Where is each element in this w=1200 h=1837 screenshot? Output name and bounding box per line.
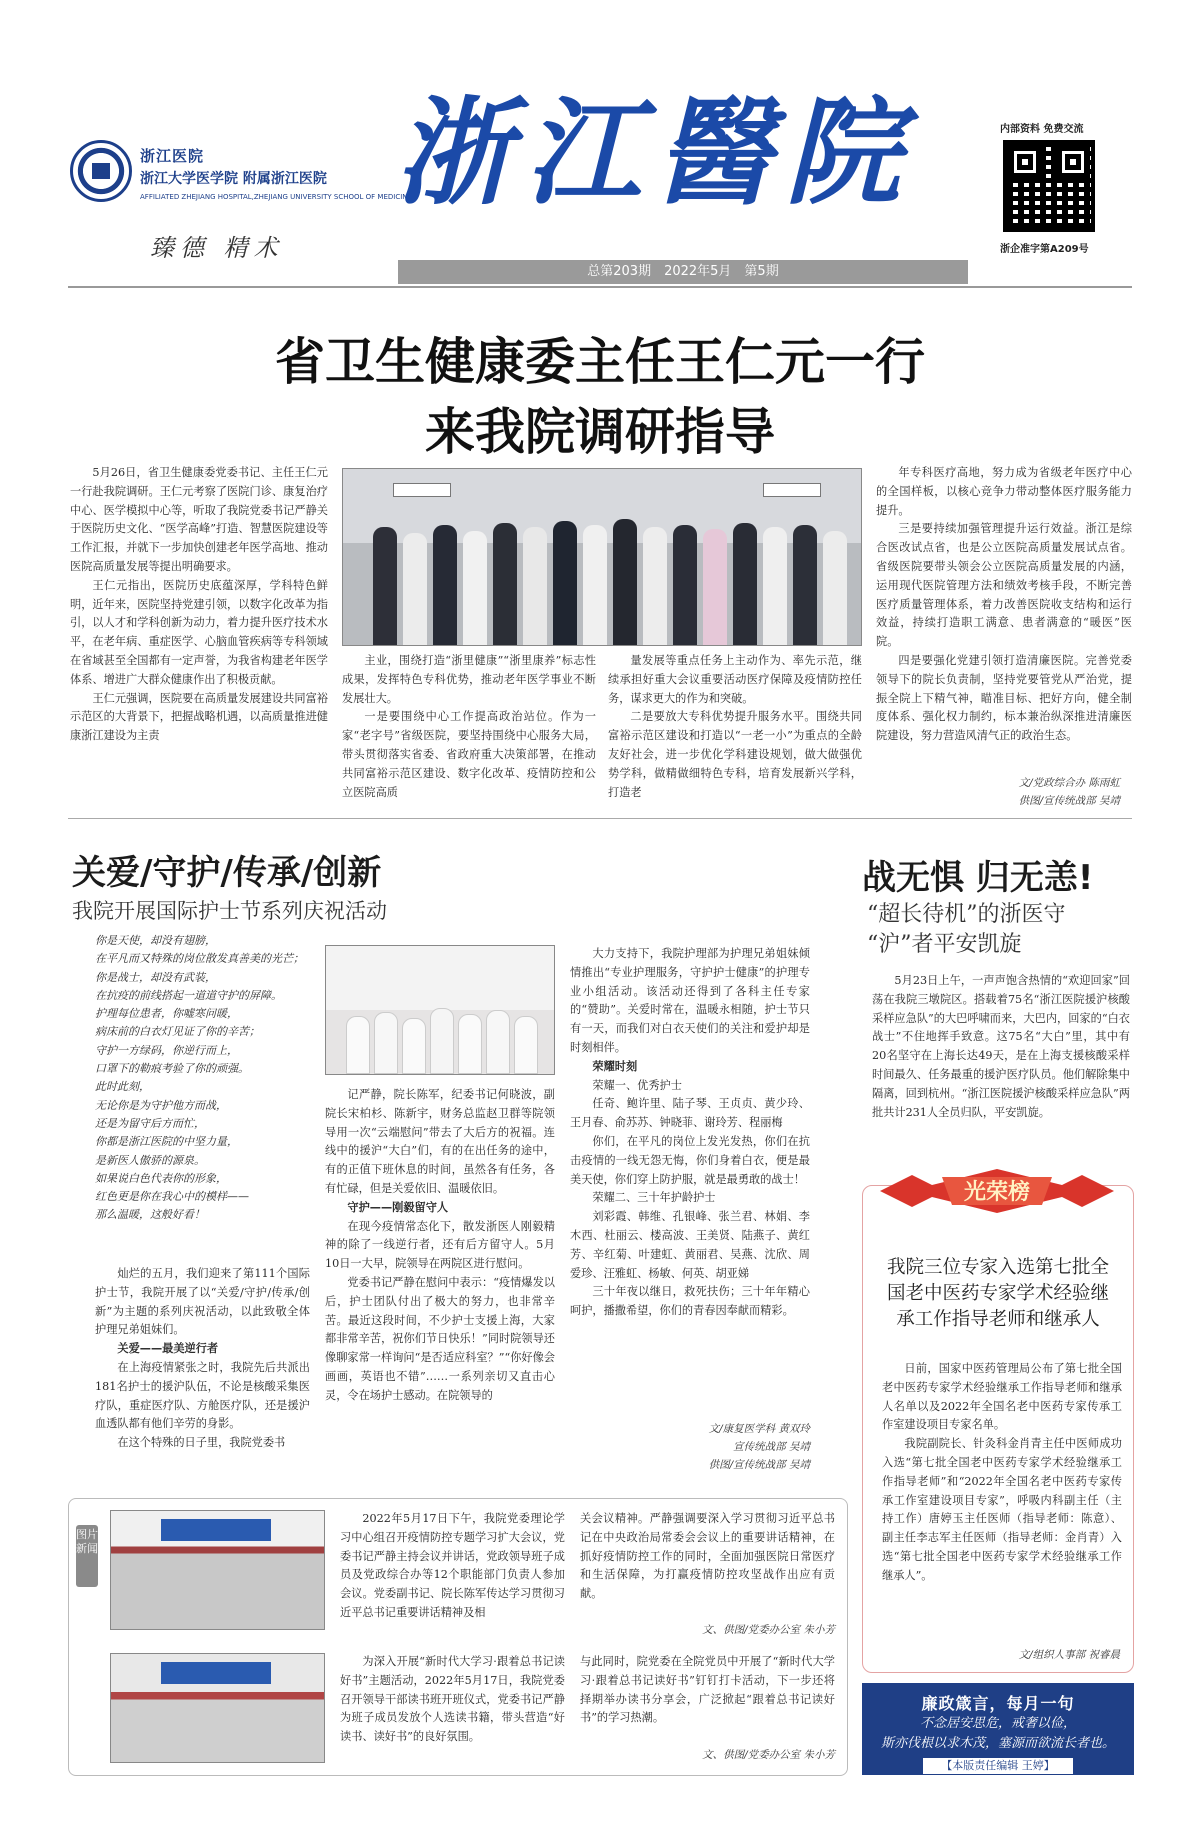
paragraph: 刘彩霞、韩维、孔银峰、张兰君、林娟、李木西、杜丽云、楼高波、王美贤、陆燕子、黄红芳、辛红菊、叶建虹、黄丽君、吴燕、沈欣、周爱珍、汪雅虹、杨敏、何英、胡亚娣: [570, 1210, 810, 1280]
photo-news-2-col1: [340, 1653, 565, 1763]
issue-bar: 总第203期 2022年5月 第5期: [398, 260, 968, 284]
photo-door-sign: [763, 483, 821, 497]
nurse-column-3: [570, 945, 810, 1415]
nurse-photo: [325, 945, 555, 1075]
paragraph: 量发展等重点任务上主动作为、率先示范，继续承担好重大会议重要活动医疗保障及疫情防控任务，谋求更大的作为和突破。: [608, 654, 862, 705]
paragraph: 记严静，院长陈军，纪委书记何晓波，副院长宋柏杉、陈新宇，财务总监赵卫群等院领导用一次“云端慰问”带去了大后方的祝福。连线中的援沪“大白”们，有的在出任务的途中，有的正值下班休息的时间，虽然各有任务，各有忙碌，但是关爱依旧、温暖依旧。: [325, 1088, 555, 1195]
photo-person: [673, 525, 697, 645]
masthead-divider: [68, 286, 1132, 288]
honor-banner-label: 光荣榜: [963, 1180, 1031, 1205]
photo-screen: [161, 1662, 271, 1684]
shanghai-subtitle-line2: “沪”者平安凯旋: [867, 932, 1022, 957]
poem-line: 是新医人傲骄的源泉。: [95, 1153, 205, 1167]
poem-line: 如果说白色代表你的形象，: [95, 1171, 227, 1185]
photo-person: [433, 525, 457, 645]
shanghai-subtitle-line1: “超长待机”的浙医守: [867, 902, 1066, 927]
poem-line: 在抗疫的前线搭起一道道守护的屏障。: [95, 988, 282, 1002]
hospital-motto: 臻德 精术: [150, 234, 284, 262]
paragraph: 年专科医疗高地，努力成为省级老年医疗中心的全国样板，以核心竞争力带动整体医疗服务能力提升。: [876, 466, 1132, 517]
photo-news-1-byline: 文、供图/党委办公室 朱小芳: [702, 1624, 835, 1636]
nurse-byline-text-2: 宣传统战部 吴靖: [733, 1441, 810, 1453]
nurse-section-subtitle: 我院开展国际护士节系列庆祝活动: [72, 899, 387, 923]
paragraph: 在上海疫情紧张之时，我院先后共派出181名护士的援沪队伍，不论是核酸采集医疗队，重症医疗队、方舱医疗队，还是援沪血透队都有他们辛劳的身影。: [95, 1360, 310, 1431]
nurse-column-1: [95, 1265, 310, 1480]
lead-column-2: [342, 652, 596, 810]
paragraph: 任奇、鲍许里、陆子琴、王贞贞、黄少玲、王月春、俞苏苏、钟晓菲、谢玲芳、程丽梅: [570, 1097, 810, 1130]
newspaper-title: 浙江醫院: [395, 85, 915, 221]
lead-group-photo: [342, 468, 862, 646]
paragraph: 四是要强化党建引领打造清廉医院。完善党委领导下的院长负责制，坚持党要管党从严治党，提振全院上下精气神，瞄准目标、把好方向，健全制度体系、强化权力制约，标本兼治纵深推进清廉医院建设，努力营造风清气正的政治生态。: [876, 653, 1132, 743]
nurse-column-2: [325, 1086, 555, 1482]
paragraph: 荣耀一、优秀护士: [592, 1078, 682, 1092]
paragraph: 一是要围绕中心工作提高政治站位。作为一家“老字号”省级医院，要坚持围绕中心服务大局，带头贯彻落实省委、省政府重大决策部署，在推动共同富裕示范区建设、数字化改革、疫情防控和公立医院高质: [342, 710, 596, 799]
paragraph: 5月23日上午，一声声饱含热情的“欢迎回家”回荡在我院三墩院区。搭载着75名“浙江医院援沪核酸采样应急队”的大巴呼啸而来，大巴内，回家的“白衣战士”不住地挥手致意。这75名“大白”里，其中有20名坚守在上海长达49天，是在上海支援核酸采样时间最久、任务最重的援沪医疗队员。他们解除集中隔离，回到杭州。“浙江医院援沪核酸采样应急队”两批共计231人全员归队，平安凯旋。: [872, 974, 1130, 1119]
poem-line: 你都是浙江医院的中坚力量，: [95, 1135, 238, 1149]
photo-person: [553, 521, 577, 645]
photo-person: [763, 527, 787, 645]
paragraph: 与此同时，院党委在全院党员中开展了“新时代大学习·跟着总书记读好书”钉钉打卡活动，下一步还将择期举办读书分享会，广泛掀起“跟着总书记读好书”的学习热潮。: [580, 1655, 835, 1725]
nurse-section-title: 关爱/守护/传承/创新: [72, 853, 382, 893]
photo-person: [463, 531, 487, 645]
poem-line: 在平凡而又特殊的岗位散发真善美的光芒；: [95, 952, 304, 966]
nurse-poem: [95, 932, 310, 1225]
poem-line: 还是为留守后方而忙，: [95, 1116, 205, 1130]
paragraph: 王仁元强调，医院要在高质量发展建设共同富裕示范区的大背景下，把握战略机遇，以高质量推进健康浙江建设为主责: [70, 691, 328, 743]
poem-line: 你是天使，却没有翅膀，: [95, 934, 216, 947]
photo-person: [823, 531, 847, 645]
paragraph: 关会议精神。严静强调要深入学习贯彻习近平总书记在中央政治局常委会会议上的重要讲话精神，在抓好疫情防控工作的同时，全面加强医院日常医疗和生活保障，为打赢疫情防控攻坚战作出应有贡献。: [580, 1512, 835, 1601]
meeting-photo-2: [110, 1653, 325, 1763]
lead-headline-line1: 省卫生健康委主任王仁元一行: [275, 333, 925, 391]
paragraph: 灿烂的五月，我们迎来了第111个国际护士节，我院开展了以“关爱/守护/传承/创新”为主题的系列庆祝活动，以此致敬全体护理兄弟姐妹们。: [95, 1267, 310, 1337]
lead-column-3: [608, 652, 862, 810]
paragraph: 大力支持下，我院护理部为护理兄弟姐妹倾情推出“专业护理服务，守护护士健康”的护理专业小组活动。该活动还得到了各科主任专家的“赞助”。关爱时常在，温暖永相随，护士节只有一天，而我们对白衣天使们的关注和爱护却是时刻相伴。: [570, 947, 810, 1054]
slogan-line: 不念居安思危，戒奢以俭，: [919, 1716, 1076, 1731]
photo-person: [703, 529, 727, 645]
photo-person: [523, 527, 547, 645]
photo-person: [486, 1010, 510, 1074]
lead-headline-line2: 来我院调研指导: [425, 403, 775, 461]
paragraph: 5月26日，省卫生健康委党委书记、主任王仁元一行赴我院调研。王仁元考察了医院门诊、康复治疗中心、医学模拟中心等，听取了我院党委书记严静关于医院历史文化、“医学高峰”打造、智慧医院建设等工作汇报，并就下一步加快创建老年医学高地、推动医院高质量发展等提出明确要求。: [70, 466, 328, 573]
poem-line: 守护一方绿码，你逆行而上，: [95, 1043, 238, 1057]
poem-line: 此时此刻，: [95, 1080, 150, 1094]
poem-line: 病床前的白衣灯见证了你的辛苦；: [95, 1025, 260, 1039]
paragraph: 三十年夜以继日，救死扶伤；三十年年精心呵护，播撒希望，你们的青春因奉献而精彩。: [570, 1285, 810, 1318]
photo-screen: [161, 1519, 271, 1541]
paragraph: 日前，国家中医药管理局公布了第七批全国老中医药专家学术经验继承工作指导老师和继承人名单以及2022年全国名老中医药专家传承工作室建设项目专家名单。: [882, 1362, 1122, 1432]
paragraph: 二是要放大专科优势提升服务水平。围绕共同富裕示范区建设和打造以“一老一小”为重点的全龄友好社会，进一步优化学科建设规划，做大做强优势学科，做精做细特色专科，培育发展新兴学科，打造老: [608, 710, 862, 799]
photo-news-2-col2: [580, 1653, 835, 1745]
paragraph: 你们，在平凡的岗位上发光发热，你们在抗击疫情的一线无怨无悔，你们身着白衣，便是最美天使，你们穿上防护服，就是最勇敢的战士！: [570, 1134, 810, 1186]
poem-line: 口罩下的勒痕考验了你的顽强。: [95, 1062, 249, 1076]
poem-line: 红色更是你在我心中的模样——: [95, 1190, 249, 1204]
photo-person: [493, 523, 517, 645]
photo-news-2-byline: 文、供图/党委办公室 朱小芳: [702, 1749, 835, 1761]
photo-person: [458, 1014, 482, 1074]
photo-person: [403, 533, 427, 645]
lead-byline-photo: 供图/宣传统战部 吴靖: [1018, 795, 1120, 807]
photo-news-1-col2: [580, 1510, 835, 1618]
paragraph: 在这个特殊的日子里，我院党委书: [117, 1436, 286, 1450]
poem-line: 护理每位患者，你嘘寒问暖，: [95, 1007, 238, 1021]
lead-column-4: [876, 464, 1132, 782]
hospital-affiliation: 浙江大学医学院 附属浙江医院: [140, 171, 327, 187]
photo-person: [374, 1012, 398, 1074]
photo-person: [583, 525, 607, 645]
hospital-name-cn: 浙江医院: [140, 147, 205, 165]
photo-person: [793, 525, 817, 645]
nurse-subhead: 关爱——最美逆行者: [117, 1342, 219, 1356]
photo-news-1-col1: [340, 1510, 565, 1635]
paragraph: 为深入开展“新时代大学习·跟着总书记读好书”主题活动，2022年5月17日，我院党委召开领导干部读书班开班仪式，党委书记严静为班子成员发放个人选读书籍，带头营造“好读书、读好书”的良好氛围。: [340, 1655, 565, 1744]
photo-person: [613, 519, 637, 645]
paragraph: 我院副院长、针灸科金肖青主任中医师成功入选“第七批全国老中医药专家学术经验继承工作指导老师”和“2022年全国名老中医药专家传承工作室建设项目专家”，呼吸内科副主任（主持工作）唐婷玉主任医师（指导老师：陈意）、副主任李志军主任医师（指导老师：金肖青）入选“第七批全国老中医药专家学术经验继承工作继承人”。: [882, 1437, 1122, 1582]
nurse-subhead: 荣耀时刻: [592, 1059, 638, 1073]
paragraph: 王仁元指出，医院历史底蕴深厚，学科特色鲜明，近年来，医院坚持党建引领，以数字化改革为指引，以人才和学科创新为动力，着力提升医疗技术水平，在老年病、重症医学、心脑血管疾病等专科领域在省域甚至全国都有一定声誉，为我省构建老年医学体系、增进广大群众健康作出了积极贡献。: [70, 578, 328, 686]
lead-byline-text: 文/党政综合办 陈雨虹: [1018, 777, 1120, 789]
photo-person: [402, 1018, 426, 1074]
poem-line: 你是战士，却没有武装，: [95, 970, 216, 984]
photo-person: [643, 527, 667, 645]
honor-banner-icon: [872, 1165, 1122, 1217]
nurse-subhead: 守护——刚毅留守人: [347, 1200, 449, 1214]
nurse-byline-text: 文/康复医学科 黄双玲: [708, 1423, 810, 1435]
nurse-byline-photo: 供图/宣传统战部 吴靖: [708, 1459, 810, 1471]
photo-person: [430, 1008, 454, 1074]
lead-column-1: [70, 464, 328, 810]
photo-person: [346, 1016, 370, 1074]
photo-news-tag: 图片新闻: [76, 1525, 98, 1587]
qr-code-icon: [1003, 140, 1095, 232]
paragraph: 2022年5月17日下午，我院党委理论学习中心组召开疫情防控专题学习扩大会议，党委书记严静主持会议并讲话，党政领导班子成员及党政综合办等12个职能部门负责人参加会议。党委副书记、院长陈军传达学习贯彻习近平总书记重要讲话精神及相: [340, 1512, 565, 1619]
poem-line: 那么温暖，这般好看！: [95, 1208, 205, 1222]
hospital-logo-seal: [70, 140, 132, 202]
photo-door-sign: [393, 483, 451, 497]
paragraph: 荣耀二、三十年护龄护士: [592, 1191, 716, 1205]
photo-person: [514, 1016, 538, 1074]
honor-title: 我院三位专家入选第七批全国老中医药专家学术经验继承工作指导老师和继承人: [886, 1257, 1109, 1330]
meeting-photo-1: [110, 1510, 325, 1630]
photo-person: [733, 523, 757, 645]
paragraph: 三是要持续加强管理提升运行效益。浙江是综合医改试点省，也是公立医院高质量发展试点省。省级医院要带头领会公立医院高质量发展的内涵，运用现代医院管理方法和绩效考核手段，不断完善医疗质量管理体系，着力改善医院收支结构和运行效益，持续打造职工满意、患者满意的“暖医”医院。: [876, 522, 1132, 649]
slogan-title: 廉政箴言，每月一句: [921, 1694, 1075, 1713]
hospital-name-en: AFFILIATED ZHEJIANG HOSPITAL,ZHEJIANG UNIVERSITY SCHOOL OF MEDICINE: [140, 193, 412, 201]
poem-line: 无论你是为守护他方而战，: [95, 1098, 227, 1112]
shanghai-title: 战无惧 归无恙!: [862, 858, 1094, 898]
slogan-line: 斯亦伐根以求木茂，塞源而欲流长者也。: [880, 1736, 1115, 1751]
paragraph: 主业，围绕打造“浙里健康”“浙里康养”标志性成果，发挥特色专科优势，推动老年医学事业不断发展壮大。: [342, 654, 596, 705]
integrity-slogan-box: [862, 1683, 1134, 1775]
page-editor: 【本版责任编辑 王婷】: [923, 1758, 1073, 1774]
paragraph: 党委书记严静在慰问中表示：“疫情爆发以后，护士团队付出了极大的努力，也非常辛苦。最近这段时间，不少护士支援上海，大家都非常辛苦，祝你们节日快乐！”同时院领导还像聊家常一样询问“是否适应科室？”“你好像会画画，英语也不错”……一系列亲切又直击心灵，令在场护士感动。在院领导的: [325, 1275, 555, 1402]
honor-byline: 文/组织人事部 祝睿晨: [1018, 1649, 1120, 1661]
paragraph: 在现今疫情常态化下，散发浙医人刚毅精神的除了一线逆行者，还有后方留守人。5月10日一大早，院领导在两院区进行慰问。: [325, 1219, 555, 1271]
honor-body: [882, 1360, 1122, 1636]
license-number: 浙企准字第A209号: [1000, 244, 1089, 255]
photo-person: [373, 527, 397, 645]
internal-material-note: 内部资料 免费交流: [1000, 124, 1084, 135]
section-divider: [68, 818, 1132, 819]
